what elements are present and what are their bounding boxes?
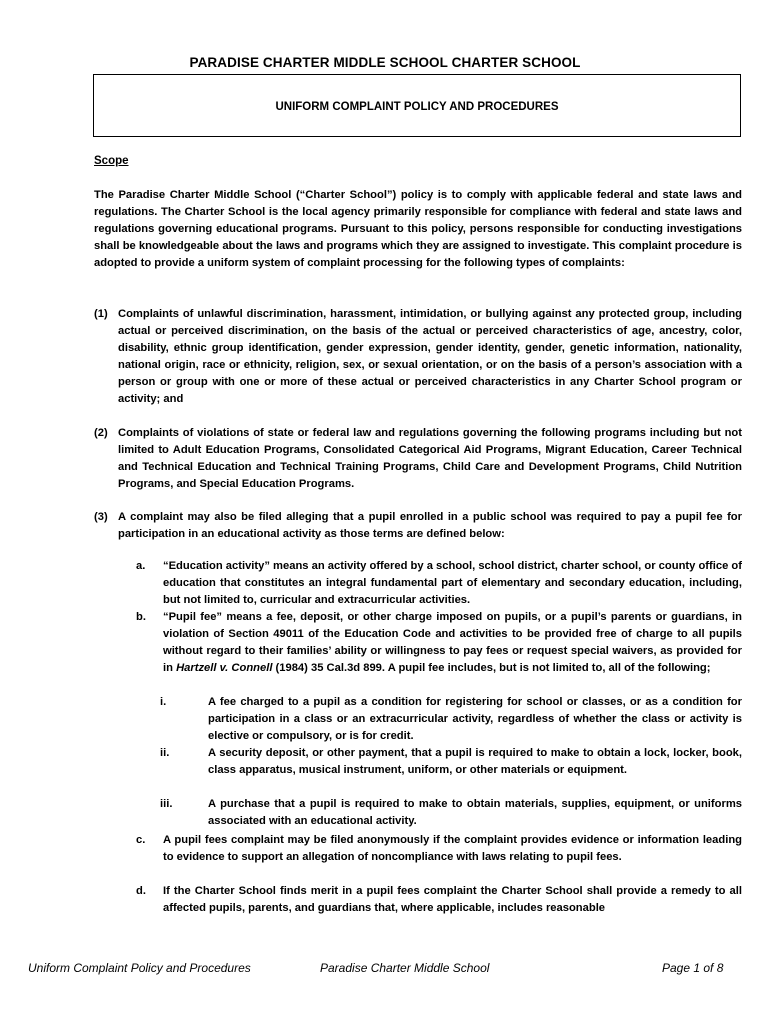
sub-item-label: b. (136, 611, 146, 623)
case-citation: Hartzell v. Connell (176, 662, 273, 674)
sub-item-b (136, 609, 742, 677)
roman-item-i (160, 694, 742, 745)
sub-item-d (136, 883, 742, 917)
list-item-text: Complaints of unlawful discrimination, harassment, intimidation, or bullying against any protected group, including actual or perceived discrimination, on the basis of the actual or perceived characteristics of age, ancestry, color, disability, ethnic group identification, gender expression, gender identity, gender, genetic information, nationality, national origin, race or ethnicity, religion, sex, or sexual orientation, or on the basis of a person’s association with a person or group with one or more of these actual or perceived characteristics in any Charter School program or activity; and (118, 308, 742, 405)
roman-item-label: ii. (160, 747, 170, 759)
sub-item-label: c. (136, 834, 146, 846)
list-item-number: (3) (94, 511, 108, 523)
document-subtitle: UNIFORM COMPLAINT POLICY AND PROCEDURES (275, 101, 559, 113)
sub-item-text-part: “Pupil fee” means a fee, deposit, or other charge imposed on pupils, or a pupil’s parents or guardians, in violation of Section 49011 of the Education Code and activities to be provided free of charge to all pupils without regard to their families’ ability or willingness to pay fees or request special waivers, as provided for in (163, 611, 742, 674)
roman-item-label: iii. (160, 798, 173, 810)
roman-item-text: A fee charged to a pupil as a condition for registering for school or classes, or as a condition for participation in a class or an extracurricular activity, regardless of whether the class or activity is elective or compulsory, or is for credit. (208, 696, 742, 742)
sub-item-label: a. (136, 560, 146, 572)
list-item-text: Complaints of violations of state or federal law and regulations governing the following programs including but not limited to Adult Education Programs, Consolidated Categorical Aid Programs, Migrant Education, Career Technical and Technical Education and Technical Training Programs, Child Care and Development Programs, Child Nutrition Programs, and Special Education Programs. (118, 427, 742, 490)
footer-page-number: Page 1 of 8 (662, 961, 724, 975)
list-item-number: (1) (94, 308, 108, 320)
list-item-2 (94, 425, 742, 493)
roman-item-text: A purchase that a pupil is required to make to obtain materials, supplies, equipment, or uniforms associated with an educational activity. (208, 798, 742, 827)
intro-paragraph: The Paradise Charter Middle School (“Charter School”) policy is to comply with applicable federal and state laws and regulations. The Charter School is the local agency primarily responsible for compliance with federal and state laws and regulations governing educational programs. Pursuant to this policy, persons responsible for conducting investigations shall be knowledgeable about the laws and programs which they are assigned to investigate. This complaint procedure is adopted to provide a uniform system of complaint processing for the following types of complaints: (94, 189, 742, 269)
sub-item-label: d. (136, 885, 146, 897)
title-box (93, 74, 741, 137)
list-item-3 (94, 509, 742, 543)
sub-item-c (136, 832, 742, 866)
roman-item-label: i. (160, 696, 167, 708)
scope-heading: Scope (94, 155, 129, 167)
page-title: PARADISE CHARTER MIDDLE SCHOOL CHARTER SCHOOL (189, 55, 581, 70)
roman-item-text: A security deposit, or other payment, that a pupil is required to make to obtain a lock, locker, book, class apparatus, musical instrument, uniform, or other materials or equipment. (208, 747, 742, 776)
roman-item-ii (160, 745, 742, 779)
sub-item-a (136, 558, 742, 609)
list-item-1 (94, 306, 742, 408)
sub-item-text-part: (1984) 35 Cal.3d 899. A pupil fee includes, but is not limited to, all of the following; (272, 662, 711, 674)
sub-item-text: If the Charter School finds merit in a pupil fees complaint the Charter School shall provide a remedy to all affected pupils, parents, and guardians that, where applicable, includes reasonable (163, 885, 742, 914)
footer-left: Uniform Complaint Policy and Procedures (28, 961, 251, 975)
list-item-number: (2) (94, 427, 108, 439)
sub-item-text (163, 609, 742, 677)
sub-item-text: A pupil fees complaint may be filed anonymously if the complaint provides evidence or information leading to evidence to support an allegation of noncompliance with laws relating to pupil fees. (163, 834, 742, 863)
sub-item-text: “Education activity” means an activity offered by a school, school district, charter school, or county office of education that constitutes an integral fundamental part of elementary and secondary education, including, but not limited to, curricular and extracurricular activities. (163, 560, 742, 606)
footer-center: Paradise Charter Middle School (320, 961, 490, 975)
list-item-text: A complaint may also be filed alleging that a pupil enrolled in a public school was required to pay a pupil fee for participation in an educational activity as those terms are defined below: (118, 511, 742, 540)
roman-item-iii (160, 796, 742, 830)
